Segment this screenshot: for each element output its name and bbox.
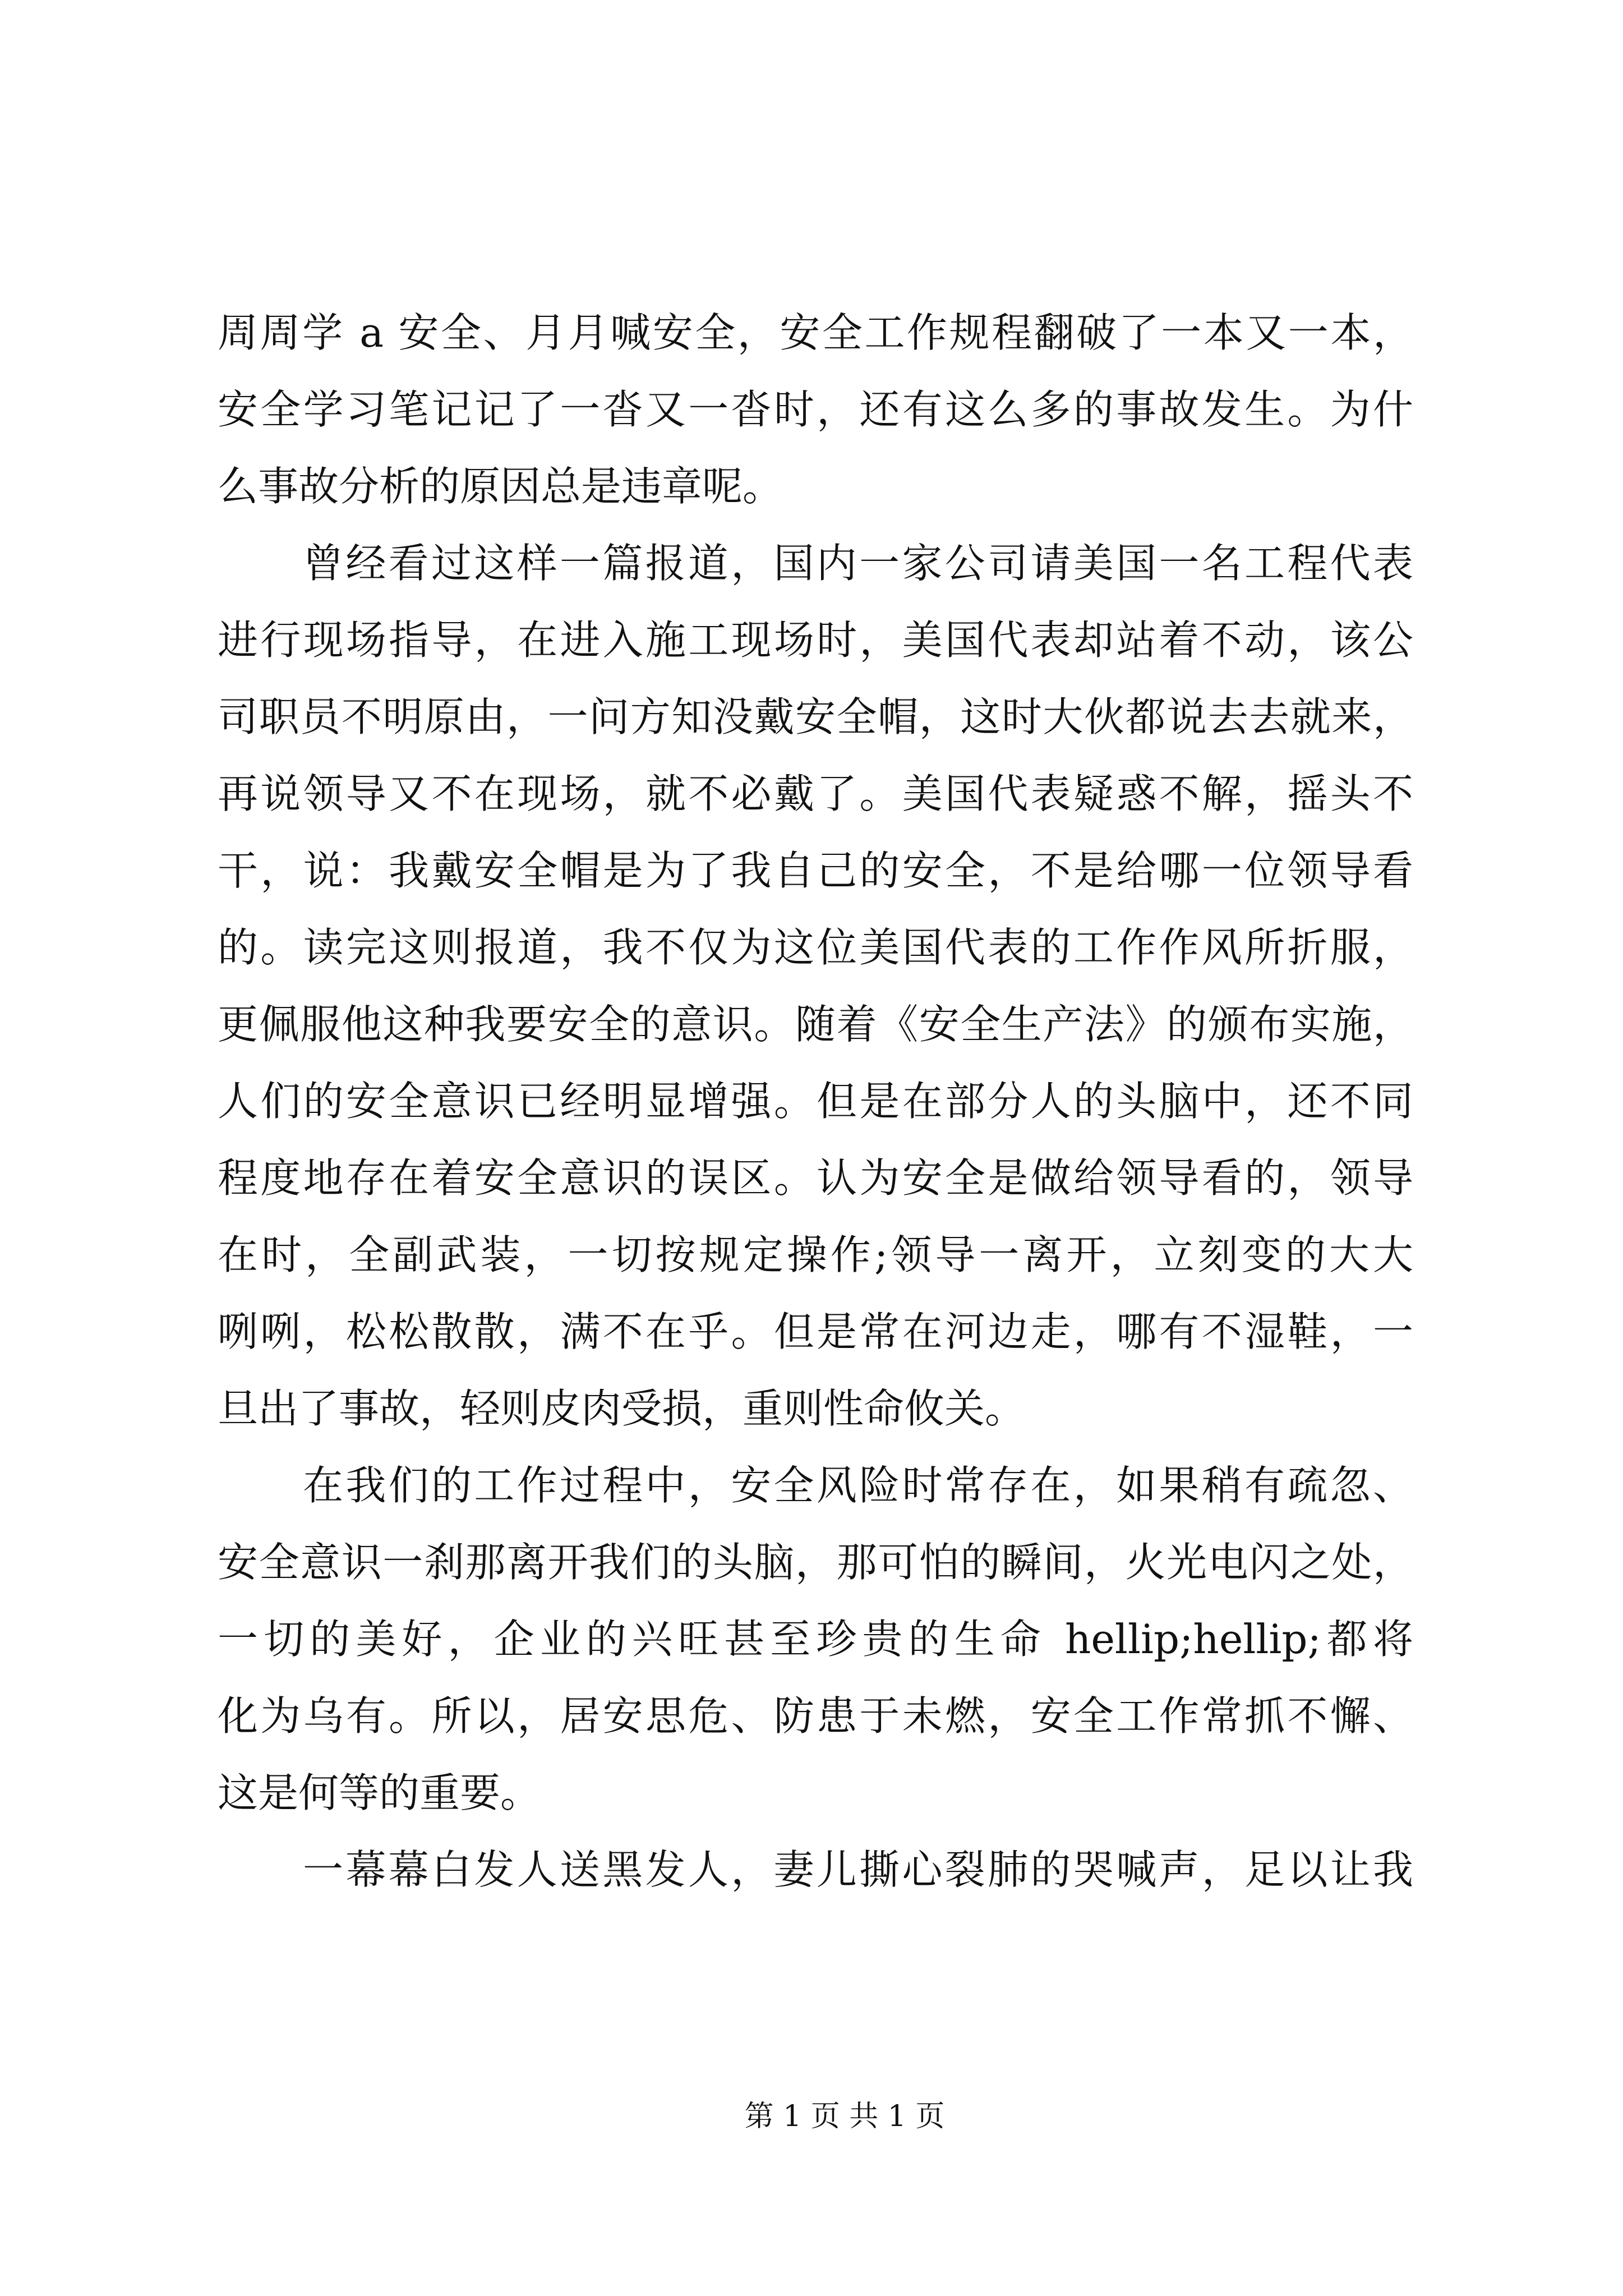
- text-line: 程度地存在着安全意识的误区。认为安全是做给领导看的，领导: [218, 1154, 1413, 1202]
- text-line: 司职员不明原由，一问方知没戴安全帽，这时大伙都说去去就来，: [218, 693, 1413, 740]
- text-line: 再说领导又不在现场，就不必戴了。美国代表疑惑不解，摇头不: [218, 770, 1413, 817]
- document-body: [218, 295, 1413, 1908]
- page-number-label: 第 1 页 共 1 页: [744, 2100, 945, 2133]
- text-line: 一切的美好，企业的兴旺甚至珍贵的生命 hellip;hellip;都将: [218, 1616, 1413, 1663]
- text-line: 安全学习笔记记了一沓又一沓时，还有这么多的事故发生。为什: [218, 386, 1413, 433]
- paragraph: [218, 525, 1413, 1447]
- page-footer: [66, 2097, 1623, 2136]
- text-line: 的。读完这则报道，我不仅为这位美国代表的工作作风所折服，: [218, 924, 1413, 971]
- text-line: 进行现场指导，在进入施工现场时，美国代表却站着不动，该公: [218, 616, 1413, 664]
- text-line: 人们的安全意识已经明显增强。但是在部分人的头脑中，还不同: [218, 1078, 1413, 1125]
- text-line: 周周学 a 安全、月月喊安全，安全工作规程翻破了一本又一本，: [218, 309, 1413, 356]
- text-line: 这是何等的重要。: [218, 1769, 541, 1816]
- text-line: 在时，全副武装，一切按规定操作;领导一离开，立刻变的大大: [218, 1231, 1413, 1278]
- text-line: 化为乌有。所以，居安思危、防患于未燃，安全工作常抓不懈、: [218, 1692, 1413, 1740]
- text-line: 一幕幕白发人送黑发人，妻儿撕心裂肺的哭喊声，足以让我: [303, 1846, 1413, 1893]
- paragraph: [218, 295, 1413, 525]
- text-line: 曾经看过这样一篇报道，国内一家公司请美国一名工程代表: [303, 540, 1413, 587]
- text-line: 在我们的工作过程中，安全风险时常存在，如果稍有疏忽、: [303, 1462, 1413, 1509]
- text-line: 安全意识一刹那离开我们的头脑，那可怕的瞬间，火光电闪之处，: [218, 1539, 1413, 1586]
- text-line: 咧咧，松松散散，满不在乎。但是常在河边走，哪有不湿鞋，一: [218, 1308, 1413, 1355]
- paragraph: [218, 1832, 1413, 1908]
- text-line: 干，说：我戴安全帽是为了我自己的安全，不是给哪一位领导看: [218, 847, 1413, 894]
- text-line: 旦出了事故，轻则皮肉受损，重则性命攸关。: [218, 1385, 1026, 1432]
- paragraph: [218, 1447, 1413, 1832]
- text-line: 么事故分析的原因总是违章呢。: [218, 463, 783, 510]
- text-line: 更佩服他这种我要安全的意识。随着《安全生产法》的颁布实施，: [218, 1001, 1413, 1048]
